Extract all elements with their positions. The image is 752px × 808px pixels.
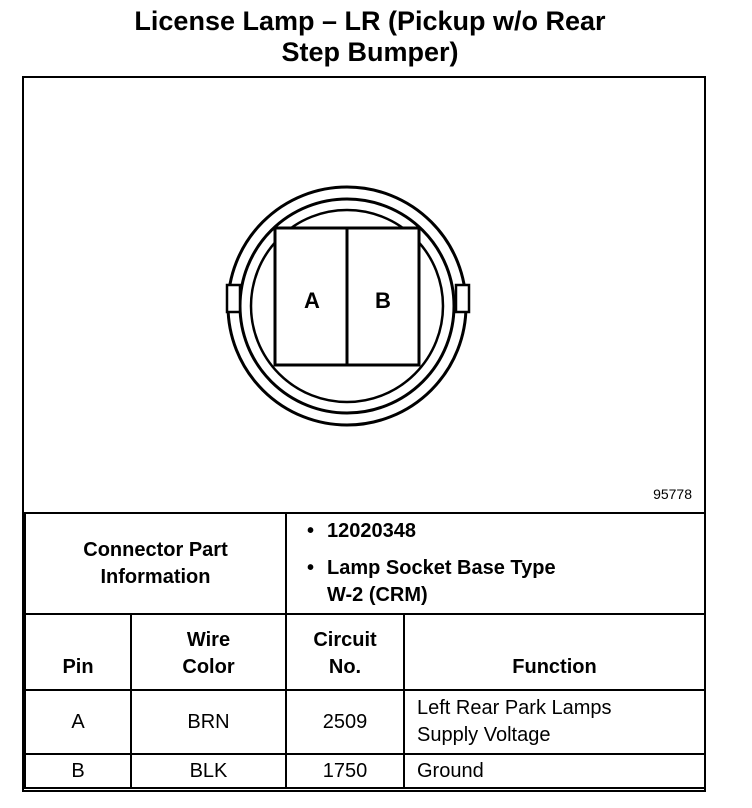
table-header-row (25, 614, 705, 690)
connector-diagram (24, 78, 704, 512)
cell-function: Ground (404, 754, 705, 788)
socket-type-line-2: W-2 (CRM) (327, 584, 428, 606)
header-pin: Pin (25, 614, 131, 690)
socket-right-lug (456, 285, 469, 312)
connector-sheet (22, 76, 706, 792)
cell-wire: BRN (131, 690, 286, 754)
pin-b-label: B (375, 288, 391, 313)
socket-type: • Lamp Socket Base Type (307, 557, 556, 579)
table-row (25, 690, 705, 754)
connector-table (24, 512, 706, 789)
cell-pin: A (25, 690, 131, 754)
cell-wire: BLK (131, 754, 286, 788)
header-circuit-no: Circuit No. (286, 614, 404, 690)
connector-info-label: Connector Part Information (25, 513, 286, 614)
connector-drawing (24, 78, 704, 512)
title-line-1: License Lamp – LR (Pickup w/o Rear (134, 6, 606, 36)
figure-id: 95778 (653, 486, 692, 502)
part-number: • 12020348 (307, 520, 416, 542)
cell-function: Left Rear Park Lamps Supply Voltage (404, 690, 705, 754)
pin-a-label: A (304, 288, 320, 313)
connector-info-values (286, 513, 705, 614)
table-row (25, 754, 705, 788)
cell-circuit: 2509 (286, 690, 404, 754)
cell-circuit: 1750 (286, 754, 404, 788)
cell-pin: B (25, 754, 131, 788)
socket-left-lug (227, 285, 240, 312)
title-line-2: Step Bumper) (281, 37, 459, 67)
header-wire-color: Wire Color (131, 614, 286, 690)
header-function: Function (404, 614, 705, 690)
page-title (0, 6, 740, 68)
